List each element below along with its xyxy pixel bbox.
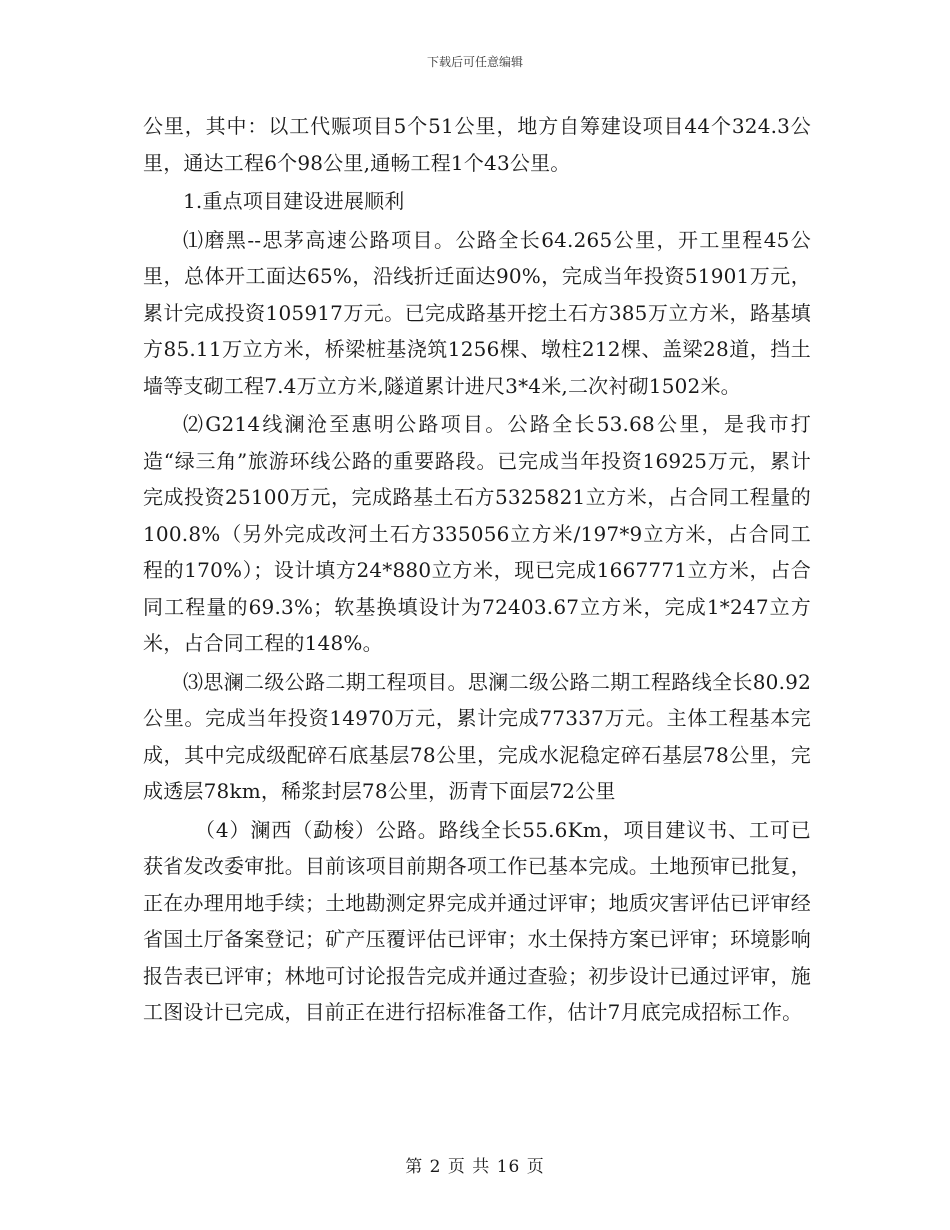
document-body [143,108,811,1031]
paragraph-item-1: ⑴磨黑--思茅高速公路项目。公路全长64.265公里，开工里程45公里，总体开工面达65%，沿线折迁面达90%，完成当年投资51901万元，累计完成投资105917万元。已完成路基开挖土石方385万立方米，路基填方85.11万立方米，桥梁桩基浇筑1256棵、墩柱212棵、盖梁28道，挡土墙等支砌工程7.4万立方米,隧道累计进尺3*4米,二次衬砌1502米。 [143,227,811,398]
page-header: 下载后可任意编辑 [426,55,523,69]
page-number: 第 2 页 共 16 页 [405,1157,545,1177]
paragraph-item-2: ⑵G214线澜沧至惠明公路项目。公路全长53.68公里，是我市打造“绿三角”旅游环线公路的重要路段。已完成当年投资16925万元，累计完成投资25100万元，完成路基土石方5325821立方米，占合同工程量的100.8%（另外完成改河土石方335056立方米/197*9立方米，占合同工程的170%）；设计填方24*880立方米，现已完成1667771立方米，占合同工程量的69.3%；软基换填设计为72403.67立方米，完成1*247立方米，占合同工程的148%。 [143,412,811,655]
paragraph-continuation: 公里，其中：以工代赈项目5个51公里，地方自筹建设项目44个324.3公里，通达工程6个98公里,通畅工程1个43公里。 [143,114,811,175]
section-heading: 1.重点项目建设进展顺利 [183,189,405,213]
paragraph-item-4: （4）澜西（勐梭）公路。路线全长55.6Km，项目建议书、工可已获省发改委审批。目前该项目前期各项工作已基本完成。土地预审已批复，正在办理用地手续；土地勘测定界完成并通过评审；地质灾害评估已评审经省国土厅备案登记；矿产压覆评估已评审；水土保持方案已评审；环境影响报告表已评审；林地可讨论报告完成并通过查验；初步设计已通过评审，施工图设计已完成，目前正在进行招标准备工作，估计7月底完成招标工作。 [143,817,811,1024]
paragraph-item-3: ⑶思澜二级公路二期工程项目。思澜二级公路二期工程路线全长80.92公里。完成当年投资14970万元，累计完成77337万元。主体工程基本完成，其中完成级配碎石底基层78公里，完成水泥稳定碎石基层78公里，完成透层78km，稀浆封层78公里，沥青下面层72公里 [143,669,811,803]
